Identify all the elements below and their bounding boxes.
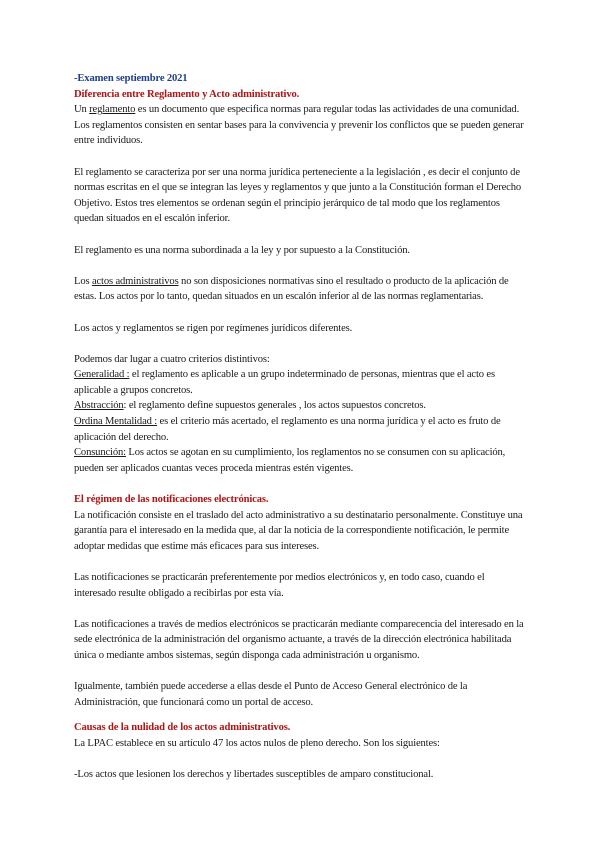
- criterion-item: Abstracción: el reglamento define supuestos generales , los actos supuestos concretos.: [74, 400, 426, 412]
- document-body: [74, 71, 524, 783]
- criteria-intro: Podemos dar lugar a cuatro criterios distintivos:: [74, 353, 270, 365]
- section-title-reglamento: Diferencia entre Reglamento y Acto administrativo.: [74, 88, 300, 100]
- section-title-nulidad: Causas de la nulidad de los actos administrativos.: [74, 722, 291, 734]
- paragraph: Igualmente, también puede accederse a ellas desde el Punto de Acceso General electrónico de la Administración, que funcionará como un portal de acceso.: [74, 681, 468, 708]
- criterion-item: Generalidad : el reglamento es aplicable a un grupo indeterminado de personas, mientras que el acto es aplicable a grupos concretos.: [74, 369, 495, 396]
- paragraph: Las notificaciones se practicarán preferentemente por medios electrónicos y, en todo caso, cuando el interesado resulte obligado a recibirlas por esta vía.: [74, 572, 485, 599]
- exam-label: -Examen septiembre 2021: [74, 73, 188, 84]
- term-actos-administrativos: actos administrativos: [91, 275, 179, 287]
- paragraph: Las notificaciones a través de medios electrónicos se practicarán mediante comparecencia del interesado en la sede electrónica de la administración del organismo actuante, a través de la dirección electrónica habilitada única o mediante ambos sistemas, según disponga cada administración u organismo.: [74, 618, 524, 661]
- paragraph: La notificación consiste en el traslado del acto administrativo a su destinatario personalmente. Constituye una garantía para el interesado en la medida que, al dar la noticia de la correspondiente notificación, le permite adoptar medidas que estime más eficaces para sus intereses.: [74, 509, 523, 552]
- term-reglamento: reglamento: [89, 104, 136, 116]
- paragraph: -Los actos que lesionen los derechos y libertades susceptibles de amparo constitucional.: [74, 769, 434, 781]
- paragraph: Los actos y reglamentos se rigen por regímenes jurídicos diferentes.: [74, 322, 353, 334]
- paragraph: Un reglamento es un documento que especifica normas para regular todas las actividades de una comunidad. Los reglamentos consisten en sentar bases para la convivencia y prevenir los conflictos que se pueden generar entre individuos.: [74, 104, 524, 147]
- paragraph: La LPAC establece en su artículo 47 los actos nulos de pleno derecho. Son los siguientes:: [74, 737, 440, 749]
- paragraph: Los actos administrativos no son disposiciones normativas sino el resultado o producto de la aplicación de estas. Los actos por lo tanto, quedan situados en un escalón inferior al de las normas reglamentarias.: [74, 275, 509, 303]
- paragraph: El reglamento es una norma subordinada a la ley y por supuesto a la Constitución.: [74, 244, 410, 256]
- section-title-notificaciones: El régimen de las notificaciones electrónicas.: [74, 494, 269, 506]
- paragraph: El reglamento se caracteriza por ser una norma jurídica perteneciente a la legislación , es decir el conjunto de normas escritas en el que se integran las leyes y reglamentos y que junto a la Constitución forman el Derecho Objetivo. Estos tres elementos se ordenan según el principio jerárquico de tal modo que los reglamentos quedan situados en el escalón inferior.: [74, 166, 521, 225]
- criterion-item: Consunción: Los actos se agotan en su cumplimiento, los reglamentos no se consumen con su aplicación, pueden ser aplicados cuantas veces proceda mientras estén vigentes.: [74, 447, 506, 474]
- criterion-item: Ordina Mentalidad : es el criterio más acertado, el reglamento es una norma jurídica y el acto es fruto de aplicación del derecho.: [74, 416, 501, 443]
